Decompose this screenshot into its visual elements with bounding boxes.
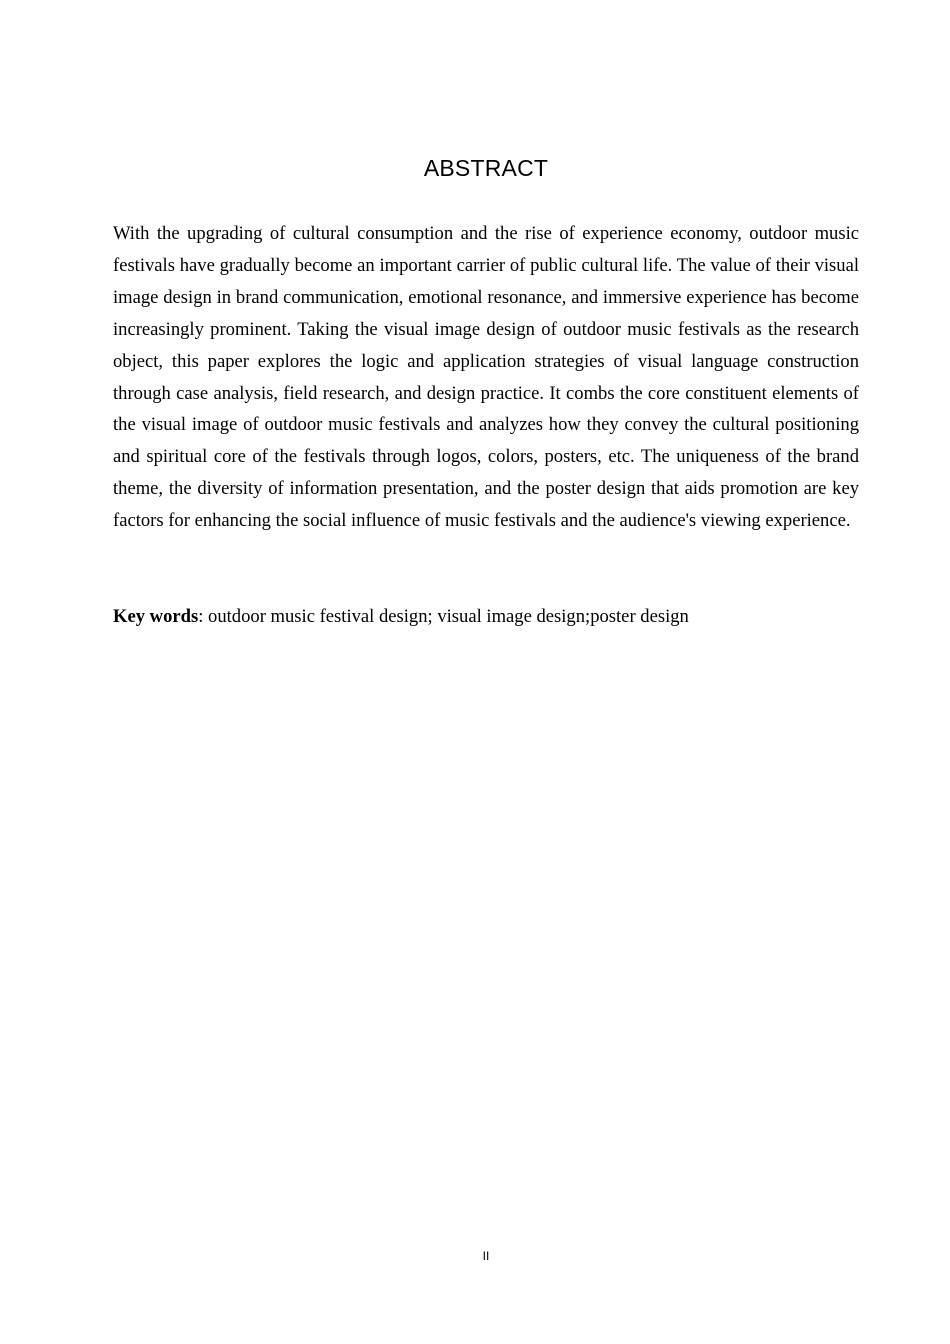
page-title: ABSTRACT: [423, 155, 549, 181]
page-number: II: [482, 1249, 490, 1263]
keywords-label: Key words: [113, 606, 199, 627]
abstract-paragraph: With the upgrading of cultural consumption and the rise of experience economy, outdoor music festivals have gradually become an important carrier of public cultural life. The value of their visual image design in brand communication, emotional resonance, and immersive experience has become increasingly prominent. Taking the visual image design of outdoor music festivals as the research object, this paper explores the logic and application strategies of visual language construction through case analysis, field research, and design practice. It combs the core constituent elements of the visual image of outdoor music festivals and analyzes how they convey the cultural positioning and spiritual core of the festivals through logos, colors, posters, etc. The uniqueness of the brand theme, the diversity of information presentation, and the poster design that aids promotion are key factors for enhancing the social influence of music festivals and the audience's viewing experience.: [113, 223, 859, 532]
keywords-line: [113, 601, 859, 633]
keywords-separator: :: [198, 606, 209, 627]
keywords-text: outdoor music festival design; visual image design;poster design: [208, 606, 689, 627]
